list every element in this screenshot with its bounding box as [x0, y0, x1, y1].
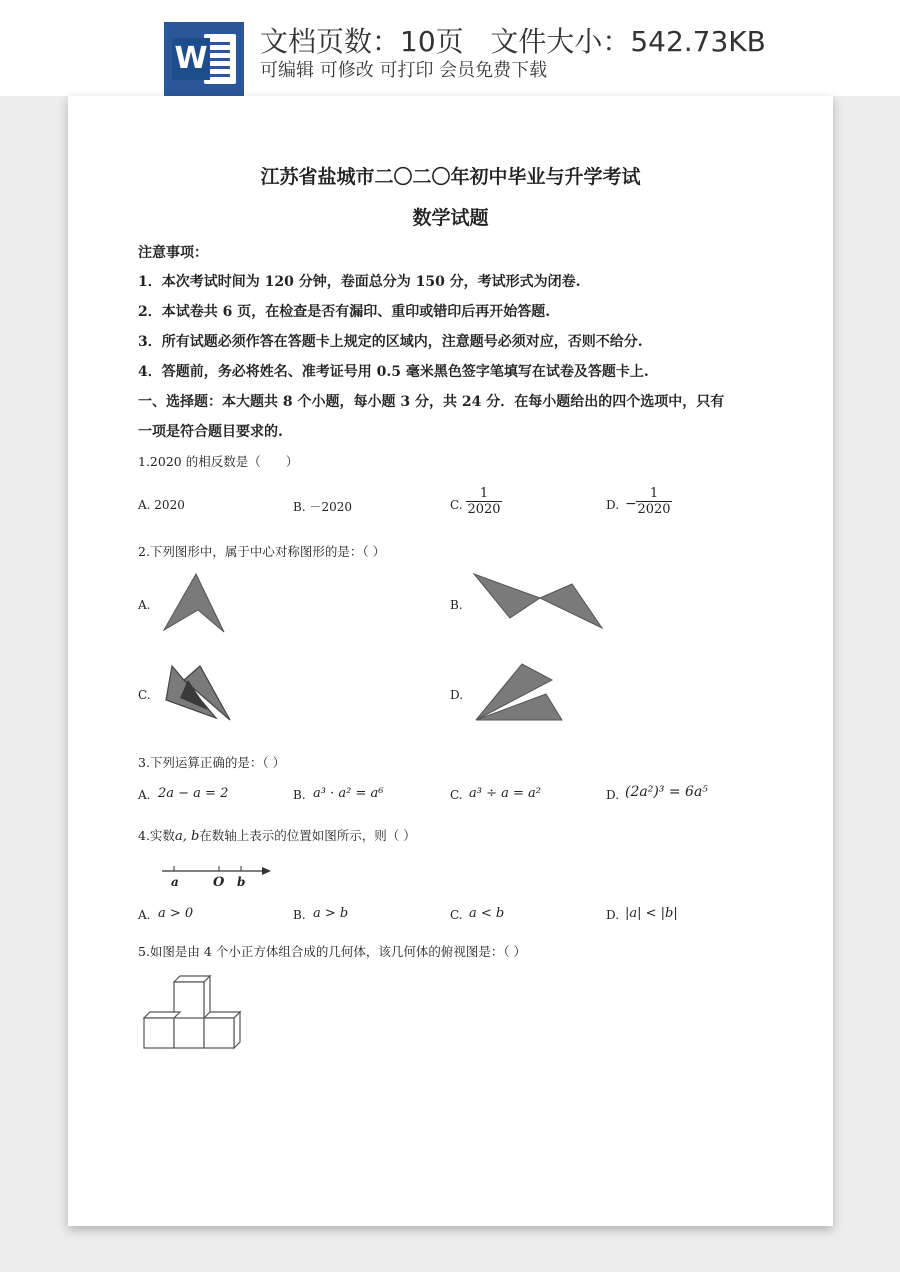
notice-heading: 注意事项：: [138, 245, 208, 261]
q3-option-c-label: C.: [450, 788, 463, 802]
q2-figure-a-arrowhead: [158, 572, 238, 634]
q2-option-c-label: C.: [138, 688, 151, 702]
notice-item: 3．所有试题必须作答在答题卡上规定的区域内，注意题号必须对应，否则不给分.: [138, 334, 643, 350]
q4-option-a-label: A.: [138, 908, 151, 922]
q1-option-a: A. 2020: [138, 498, 185, 512]
q2-figure-b-bowtie: [468, 570, 608, 632]
file-features: 可编辑 可修改 可打印 会员免费下载: [260, 60, 548, 81]
exam-page: [68, 96, 833, 1226]
q2-option-a-label: A.: [138, 598, 151, 612]
q5-cube-solid: [138, 972, 248, 1054]
q4-stem-vars: a, b: [174, 829, 200, 844]
axis-label-a: a: [171, 875, 179, 889]
notice-item: 4．答题前，务必将姓名、准考证号用 0.5 毫米黑色签字笔填写在试卷及答题卡上.: [138, 364, 649, 380]
question-4-stem: [138, 826, 416, 844]
q1-option-d-sign: −: [625, 496, 637, 512]
q1-option-c-label: C.: [450, 498, 463, 512]
q4-stem-prefix: 4.实数: [138, 828, 175, 843]
q4-option-d-label: D.: [606, 908, 620, 922]
word-document-icon: [164, 22, 244, 96]
q4-option-b-label: B.: [293, 908, 306, 922]
exam-title: 江苏省盐城市二〇二〇年初中毕业与升学考试: [260, 166, 641, 188]
section-heading-cont: 一项是符合题目要求的.: [138, 424, 283, 440]
q3-option-a-expr: 2a − a = 2: [158, 786, 229, 801]
q1-option-d-fraction: [636, 486, 672, 518]
q1-option-b: B. －2020: [293, 500, 352, 514]
q3-option-b-label: B.: [293, 788, 306, 802]
q3-option-c-expr: a³ ÷ a = a²: [469, 786, 541, 801]
question-5-stem: 5.如图是由 4 个小正方体组合成的几何体，该几何体的俯视图是：（ ）: [138, 944, 527, 959]
notice-item: 2．本试卷共 6 页，在检查是否有漏印、重印或错印后再开始答题.: [138, 304, 551, 320]
q2-figure-c-overlap-triangles: [158, 660, 238, 724]
axis-label-origin: O: [213, 875, 225, 890]
q2-option-b-label: B.: [450, 598, 463, 612]
fraction-numerator: 1: [479, 486, 489, 501]
word-letter: W: [172, 38, 210, 80]
fraction-numerator: 1: [649, 486, 659, 501]
question-1-stem: 1.2020 的相反数是（ ）: [138, 454, 299, 469]
fraction-denominator: 2020: [637, 502, 671, 517]
q4-option-d-expr: |a| < |b|: [625, 906, 678, 921]
question-3-stem: 3.下列运算正确的是：（ ）: [138, 755, 286, 770]
q2-figure-d-fan-triangles: [470, 660, 570, 724]
section-heading: 一、选择题：本大题共 8 个小题，每小题 3 分，共 24 分．在每小题给出的四个选项中，只有: [138, 394, 725, 410]
download-banner: [0, 0, 900, 96]
q4-option-b-expr: a > b: [313, 906, 349, 921]
q4-option-a-expr: a > 0: [158, 906, 194, 921]
file-info: 文档页数：10页 文件大小：542.73KB: [260, 25, 766, 58]
exam-subtitle: 数学试题: [412, 207, 489, 229]
q4-option-c-label: C.: [450, 908, 463, 922]
notice-item: 1．本次考试时间为 120 分钟，卷面总分为 150 分，考试形式为闭卷.: [138, 274, 581, 290]
question-2-stem: 2.下列图形中，属于中心对称图形的是：（ ）: [138, 544, 386, 559]
q4-stem-suffix: 在数轴上表示的位置如图所示，则（ ）: [199, 828, 416, 843]
q4-option-c-expr: a < b: [469, 906, 505, 921]
q3-option-a-label: A.: [138, 788, 151, 802]
fraction-denominator: 2020: [467, 502, 501, 517]
q3-option-d-expr: (2a²)³ = 6a⁵: [625, 784, 708, 800]
q2-option-d-label: D.: [450, 688, 464, 702]
q3-option-d-label: D.: [606, 788, 620, 802]
q3-option-b-expr: a³ · a² = a⁶: [313, 786, 384, 801]
q1-option-d-label: D.: [606, 498, 620, 512]
axis-label-b: b: [237, 875, 246, 889]
q1-option-c-fraction: [466, 486, 502, 518]
